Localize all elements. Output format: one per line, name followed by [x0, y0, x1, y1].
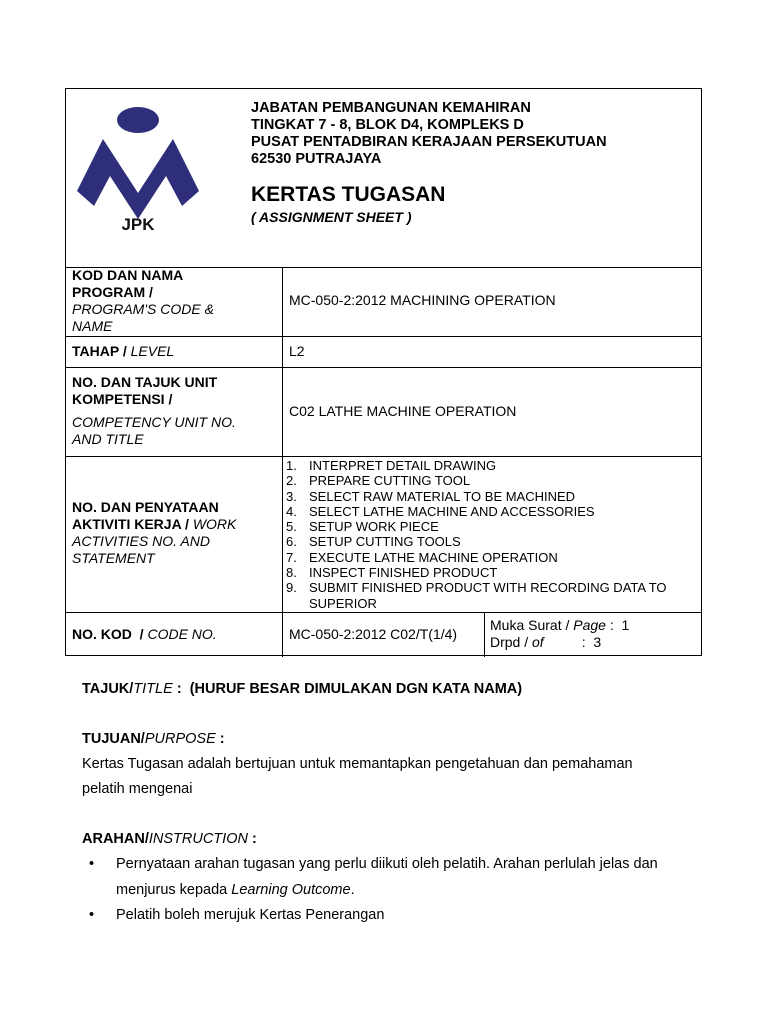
bullet-icon: •: [89, 907, 95, 923]
address-line: PUSAT PENTADBIRAN KERAJAAN PERSEKUTUAN: [251, 134, 607, 150]
program-label: KOD DAN NAMA PROGRAM / PROGRAM'S CODE & NAME: [72, 267, 214, 334]
competency-row: [66, 368, 701, 457]
activities-label: NO. DAN PENYATAAN AKTIVITI KERJA / WORK ACTIVITIES NO. AND STATEMENT: [72, 499, 237, 566]
list-item: 4. SELECT LATHE MACHINE AND ACCESSORIES: [286, 503, 595, 519]
list-item: 7. EXECUTE LATHE MACHINE OPERATION: [286, 549, 558, 565]
jpk-logo: [75, 103, 201, 233]
instruction-list: [89, 852, 706, 929]
level-row: [66, 337, 701, 368]
competency-label: NO. DAN TAJUK UNIT KOMPETENSI / COMPETENCY UNIT NO. AND TITLE: [72, 374, 236, 447]
level-value: L2: [289, 343, 305, 359]
program-row: [66, 268, 701, 337]
code-label: NO. KOD / CODE NO.: [72, 626, 217, 642]
address-block: [251, 100, 607, 168]
competency-value: C02 LATHE MACHINE OPERATION: [289, 403, 517, 419]
list-item: 6. SETUP CUTTING TOOLS: [286, 534, 461, 550]
address-line: JABATAN PEMBANGUNAN KEMAHIRAN: [251, 100, 531, 116]
activities-list: [286, 458, 699, 611]
purpose-text-line2: pelatih mengenai: [82, 781, 193, 797]
document-subtitle: ( ASSIGNMENT SHEET ): [251, 209, 412, 225]
page-info: [490, 617, 629, 651]
bullet-icon: •: [89, 856, 95, 872]
list-item: • Pernyataan arahan tugasan yang perlu diikuti oleh pelatih. Arahan perlulah jelas dan menjurus kepada Learning Outcome.: [89, 852, 706, 903]
purpose-text-line1: Kertas Tugasan adalah bertujuan untuk memantapkan pengetahuan dan pemahaman: [82, 756, 633, 772]
activities-row: [66, 457, 701, 613]
list-item: 1. INTERPRET DETAIL DRAWING: [286, 458, 497, 473]
page-total: Drpd / of : 3: [490, 634, 602, 650]
svg-text:JPK: JPK: [121, 215, 155, 233]
document-frame: [65, 88, 702, 656]
list-item: 8. INSPECT FINISHED PRODUCT: [286, 565, 498, 581]
list-item: 5. SETUP WORK PIECE: [286, 519, 439, 535]
document-title: KERTAS TUGASAN: [251, 183, 446, 206]
list-item: 3. SELECT RAW MATERIAL TO BE MACHINED: [286, 488, 576, 504]
address-line: TINGKAT 7 - 8, BLOK D4, KOMPLEKS D: [251, 117, 524, 133]
document-header: [66, 89, 701, 268]
instruction-heading: ARAHAN/INSTRUCTION :: [82, 831, 257, 847]
page-number: Muka Surat / Page : 1: [490, 617, 630, 633]
list-item: 2. PREPARE CUTTING TOOL: [286, 473, 471, 489]
program-value: MC-050-2:2012 MACHINING OPERATION: [289, 292, 556, 308]
list-item: • Pelatih boleh merujuk Kertas Penerangan: [89, 903, 706, 929]
level-label: TAHAP / LEVEL: [72, 343, 175, 359]
purpose-heading: TUJUAN/PURPOSE :: [82, 731, 225, 747]
list-item: 9. SUBMIT FINISHED PRODUCT WITH RECORDING DATA TO SUPERIOR: [286, 580, 667, 611]
code-row: [66, 613, 701, 657]
code-value: MC-050-2:2012 C02/T(1/4): [289, 626, 458, 642]
title-line: TAJUK/TITLE : (HURUF BESAR DIMULAKAN DGN KATA NAMA): [82, 681, 523, 697]
address-line: 62530 PUTRAJAYA: [251, 151, 382, 167]
